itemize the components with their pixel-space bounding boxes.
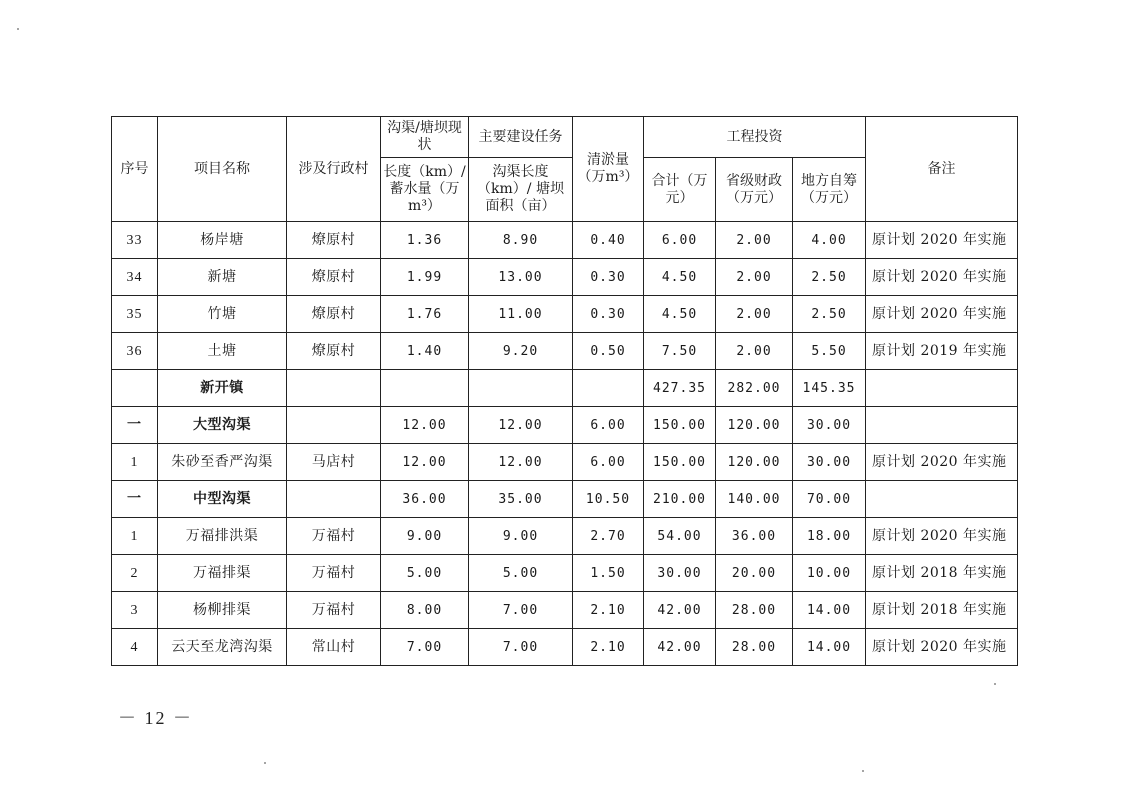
cell-note <box>866 481 1018 518</box>
cell-note <box>866 407 1018 444</box>
header-row-top <box>112 117 1018 158</box>
header-provincial: 省级财政（万元） <box>716 158 793 222</box>
cell-local: 2.50 <box>793 259 866 296</box>
cell-village <box>287 481 381 518</box>
cell-provincial: 282.00 <box>716 370 793 407</box>
cell-village <box>287 407 381 444</box>
cell-silt: 0.50 <box>573 333 644 370</box>
cell-village: 燎原村 <box>287 222 381 259</box>
cell-silt: 6.00 <box>573 444 644 481</box>
cell-provincial: 2.00 <box>716 296 793 333</box>
cell-note: 原计划 2018 年实施 <box>866 555 1018 592</box>
cell-total: 42.00 <box>644 629 716 666</box>
cell-village: 万福村 <box>287 555 381 592</box>
cell-provincial: 28.00 <box>716 629 793 666</box>
cell-provincial: 28.00 <box>716 592 793 629</box>
cell-silt <box>573 370 644 407</box>
cell-seq: 一 <box>112 481 158 518</box>
header-task-top: 主要建设任务 <box>469 117 573 158</box>
cell-name: 新塘 <box>158 259 287 296</box>
table-row <box>112 555 1018 592</box>
header-silt: 清淤量（万m³） <box>573 117 644 222</box>
cell-task: 13.00 <box>469 259 573 296</box>
cell-name: 竹塘 <box>158 296 287 333</box>
scan-speck <box>264 762 266 764</box>
cell-status <box>381 370 469 407</box>
cell-status: 7.00 <box>381 629 469 666</box>
cell-name: 大型沟渠 <box>158 407 287 444</box>
cell-local: 145.35 <box>793 370 866 407</box>
cell-provincial: 2.00 <box>716 259 793 296</box>
cell-name: 杨岸塘 <box>158 222 287 259</box>
table-row <box>112 592 1018 629</box>
cell-task: 7.00 <box>469 592 573 629</box>
cell-note: 原计划 2020 年实施 <box>866 296 1018 333</box>
cell-seq: 1 <box>112 444 158 481</box>
cell-silt: 0.40 <box>573 222 644 259</box>
table-row <box>112 222 1018 259</box>
cell-village: 万福村 <box>287 592 381 629</box>
cell-village: 马店村 <box>287 444 381 481</box>
cell-task: 11.00 <box>469 296 573 333</box>
cell-note: 原计划 2019 年实施 <box>866 333 1018 370</box>
header-local: 地方自筹（万元） <box>793 158 866 222</box>
cell-local: 18.00 <box>793 518 866 555</box>
header-total: 合计（万元） <box>644 158 716 222</box>
cell-provincial: 2.00 <box>716 333 793 370</box>
cell-task: 5.00 <box>469 555 573 592</box>
cell-village: 万福村 <box>287 518 381 555</box>
cell-name: 朱砂至香严沟渠 <box>158 444 287 481</box>
cell-task: 9.00 <box>469 518 573 555</box>
cell-note <box>866 370 1018 407</box>
cell-status: 36.00 <box>381 481 469 518</box>
cell-total: 4.50 <box>644 296 716 333</box>
cell-seq: 1 <box>112 518 158 555</box>
cell-provincial: 20.00 <box>716 555 793 592</box>
table-row <box>112 481 1018 518</box>
cell-total: 4.50 <box>644 259 716 296</box>
cell-provincial: 36.00 <box>716 518 793 555</box>
cell-name: 杨柳排渠 <box>158 592 287 629</box>
cell-total: 42.00 <box>644 592 716 629</box>
cell-note: 原计划 2020 年实施 <box>866 222 1018 259</box>
cell-seq <box>112 370 158 407</box>
header-project-name: 项目名称 <box>158 117 287 222</box>
table-row <box>112 333 1018 370</box>
cell-village: 常山村 <box>287 629 381 666</box>
cell-provincial: 120.00 <box>716 407 793 444</box>
cell-total: 150.00 <box>644 407 716 444</box>
cell-status: 8.00 <box>381 592 469 629</box>
cell-seq: 36 <box>112 333 158 370</box>
header-remark: 备注 <box>866 117 1018 222</box>
cell-silt: 6.00 <box>573 407 644 444</box>
cell-name: 新开镇 <box>158 370 287 407</box>
cell-note: 原计划 2020 年实施 <box>866 444 1018 481</box>
cell-name: 万福排渠 <box>158 555 287 592</box>
cell-task: 9.20 <box>469 333 573 370</box>
cell-local: 14.00 <box>793 629 866 666</box>
cell-task: 35.00 <box>469 481 573 518</box>
cell-silt: 2.70 <box>573 518 644 555</box>
cell-note: 原计划 2018 年实施 <box>866 592 1018 629</box>
table-row <box>112 296 1018 333</box>
header-status-top: 沟渠/塘坝现状 <box>381 117 469 158</box>
cell-local: 2.50 <box>793 296 866 333</box>
cell-status: 1.40 <box>381 333 469 370</box>
cell-task: 8.90 <box>469 222 573 259</box>
page-number: － 12 － <box>118 708 193 728</box>
cell-status: 12.00 <box>381 407 469 444</box>
cell-provincial: 140.00 <box>716 481 793 518</box>
cell-silt: 0.30 <box>573 259 644 296</box>
cell-total: 6.00 <box>644 222 716 259</box>
table-row <box>112 370 1018 407</box>
scan-speck <box>862 770 864 772</box>
cell-local: 70.00 <box>793 481 866 518</box>
cell-village: 燎原村 <box>287 259 381 296</box>
cell-silt: 2.10 <box>573 592 644 629</box>
cell-note: 原计划 2020 年实施 <box>866 629 1018 666</box>
cell-name: 中型沟渠 <box>158 481 287 518</box>
cell-seq: 35 <box>112 296 158 333</box>
cell-task: 12.00 <box>469 444 573 481</box>
cell-silt: 2.10 <box>573 629 644 666</box>
cell-seq: 一 <box>112 407 158 444</box>
cell-name: 土塘 <box>158 333 287 370</box>
cell-local: 4.00 <box>793 222 866 259</box>
cell-silt: 1.50 <box>573 555 644 592</box>
cell-name: 云天至龙湾沟渠 <box>158 629 287 666</box>
header-task-bottom: 沟渠长度（km）/ 塘坝面积（亩） <box>469 158 573 222</box>
cell-village: 燎原村 <box>287 333 381 370</box>
cell-local: 14.00 <box>793 592 866 629</box>
cell-status: 1.36 <box>381 222 469 259</box>
cell-village: 燎原村 <box>287 296 381 333</box>
scan-speck <box>17 28 19 30</box>
cell-seq: 3 <box>112 592 158 629</box>
cell-local: 10.00 <box>793 555 866 592</box>
table-row <box>112 407 1018 444</box>
cell-status: 9.00 <box>381 518 469 555</box>
cell-local: 30.00 <box>793 407 866 444</box>
cell-village <box>287 370 381 407</box>
cell-total: 30.00 <box>644 555 716 592</box>
cell-seq: 4 <box>112 629 158 666</box>
cell-seq: 34 <box>112 259 158 296</box>
cell-total: 150.00 <box>644 444 716 481</box>
table-row <box>112 259 1018 296</box>
table-row <box>112 629 1018 666</box>
cell-status: 1.76 <box>381 296 469 333</box>
table-body <box>112 222 1018 666</box>
cell-task: 12.00 <box>469 407 573 444</box>
header-village: 涉及行政村 <box>287 117 381 222</box>
table-row <box>112 444 1018 481</box>
cell-local: 30.00 <box>793 444 866 481</box>
cell-silt: 10.50 <box>573 481 644 518</box>
cell-local: 5.50 <box>793 333 866 370</box>
cell-status: 5.00 <box>381 555 469 592</box>
header-status-bottom: 长度（km）/蓄水量（万m³） <box>381 158 469 222</box>
cell-task: 7.00 <box>469 629 573 666</box>
cell-total: 54.00 <box>644 518 716 555</box>
cell-total: 427.35 <box>644 370 716 407</box>
header-investment: 工程投资 <box>644 117 866 158</box>
cell-note: 原计划 2020 年实施 <box>866 259 1018 296</box>
cell-seq: 2 <box>112 555 158 592</box>
cell-note: 原计划 2020 年实施 <box>866 518 1018 555</box>
header-seq: 序号 <box>112 117 158 222</box>
project-investment-table <box>111 116 1018 666</box>
scan-speck <box>994 683 996 685</box>
project-table-sheet <box>111 116 1017 666</box>
cell-name: 万福排洪渠 <box>158 518 287 555</box>
table-row <box>112 518 1018 555</box>
cell-silt: 0.30 <box>573 296 644 333</box>
cell-status: 12.00 <box>381 444 469 481</box>
cell-total: 210.00 <box>644 481 716 518</box>
cell-provincial: 120.00 <box>716 444 793 481</box>
cell-seq: 33 <box>112 222 158 259</box>
cell-status: 1.99 <box>381 259 469 296</box>
cell-task <box>469 370 573 407</box>
cell-total: 7.50 <box>644 333 716 370</box>
cell-provincial: 2.00 <box>716 222 793 259</box>
